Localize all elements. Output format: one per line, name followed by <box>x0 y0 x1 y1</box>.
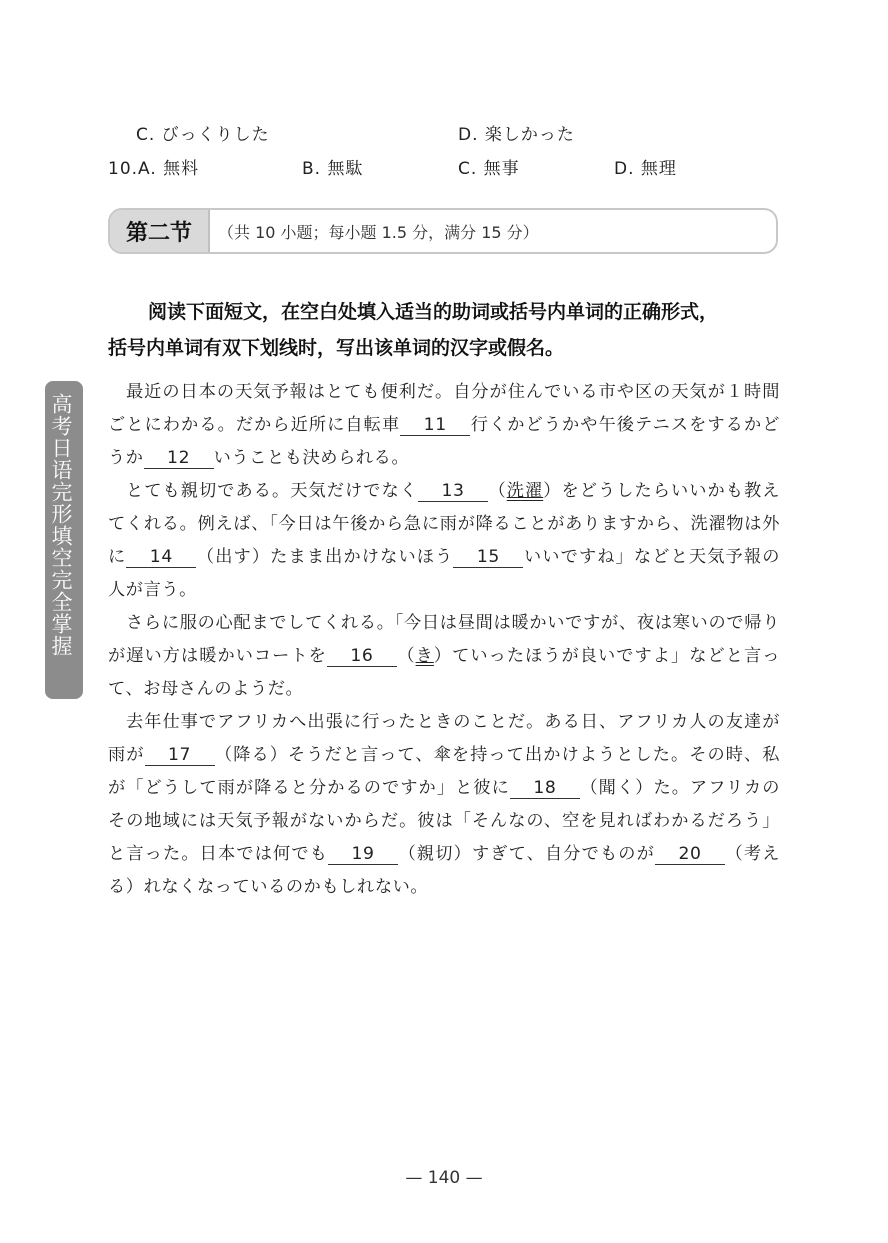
instructions <box>108 294 784 366</box>
page-number: — 140 — <box>405 1168 483 1188</box>
word-20: （考える） <box>108 844 780 897</box>
text-segment: ていったほうが良いですよ」などと言って、お母さんのようだ。 <box>108 646 780 699</box>
text-segment: 最近の日本の天気予報はとても便利だ。自分が住んでいる市や区の天気が１時間ごとにわかる。だから近所に自転車 <box>108 382 780 435</box>
option-10d: D. 無理 <box>614 159 677 179</box>
option-10a: 10.A. 無料 <box>108 159 200 179</box>
blank-20: 20 <box>655 844 725 865</box>
word-13: 洗濯 <box>506 481 544 501</box>
word-19: （親切） <box>398 844 472 864</box>
side-tab-label: 高考日语完形填空完全掌握 <box>49 393 73 657</box>
section-note: （共 10 小题；每小题 1.5 分，满分 15 分） <box>218 222 539 242</box>
reading-passage <box>108 376 780 904</box>
paragraph-3: さらに服の心配までしてくれる。「今日は昼間は暖かいですが、夜は寒いので帰りが遅い方は暖かいコートを 16 （き）ていったほうが良いですよ」などと言って、お母さんのようだ。 <box>108 613 780 699</box>
text-segment: たまま出かけないほう <box>270 547 454 567</box>
section-title: 第二节 <box>110 210 210 252</box>
text-segment: れなくなっているのかもしれない。 <box>143 877 429 897</box>
paragraph-2: とても親切である。天気だけでなく 13 （洗濯）をどうしたらいいかも教えてくれる。例えば、「今日は午後から急に雨が降ることがありますから、洗濯物は外に 14 （出す）たまま出かけないほう 15 いいですね」などと天気予報の人が言う。 <box>108 481 780 600</box>
paragraph-4 <box>108 706 780 904</box>
word-14: （出す） <box>196 547 271 567</box>
blank-17: 17 <box>145 745 215 766</box>
option-10b: B. 無駄 <box>302 159 364 179</box>
text-segment: いうことも決められる。 <box>213 448 410 468</box>
word-17: （降る） <box>214 745 288 765</box>
blank-18: 18 <box>510 778 580 799</box>
text-segment: とても親切である。天気だけでなく <box>126 481 418 501</box>
text-segment: をどうしたらいいかも教えてくれる。例えば、「今日は午後から急に雨が降ることがありますから、洗濯物は外に <box>108 481 780 567</box>
text-segment: いいですね」などと天気予報の人が言う。 <box>108 547 780 600</box>
word-18: （聞く） <box>579 778 654 798</box>
option-9d: D. 楽しかった <box>458 125 575 145</box>
text-segment: さらに服の心配までしてくれる。「今日は昼間は暖かいですが、夜は寒いので帰りが遅い方は暖かいコートを <box>108 613 780 666</box>
text-segment: た。アフリカのその地域には天気予報がないからだ。彼は「そんなの、空を見ればわかるだろう」と言った。日本では何でも <box>108 778 781 864</box>
blank-19: 19 <box>328 844 398 865</box>
side-book-tab <box>45 381 83 699</box>
blank-15: 15 <box>453 547 523 568</box>
blank-12: 12 <box>144 448 214 469</box>
option-10c: C. 無事 <box>458 159 520 179</box>
text-segment: すぎて、自分でものが <box>471 844 655 864</box>
option-9c: C. びっくりした <box>136 125 270 145</box>
blank-16: 16 <box>327 646 397 667</box>
blank-14: 14 <box>126 547 196 568</box>
text-segment: 行くかどうかや午後テニスをするかどうか <box>108 415 781 468</box>
section-header <box>108 208 778 254</box>
text-segment: そうだと言って、傘を持って出かけようとした。その時、私が「どうして雨が降ると分かるのですか」と彼に <box>108 745 781 798</box>
text-segment: 去年仕事でアフリカへ出張に行ったときのことだ。ある日、アフリカ人の友達が雨が <box>108 712 780 765</box>
paragraph-1 <box>108 376 780 475</box>
blank-11: 11 <box>400 415 470 436</box>
instruction-line-1: 阅读下面短文，在空白处填入适当的助词或括号内单词的正确形式， <box>148 301 719 323</box>
blank-13: 13 <box>418 481 488 502</box>
instruction-line-2: 括号内单词有双下划线时，写出该单词的汉字或假名。 <box>108 337 565 359</box>
word-16: き <box>415 646 434 666</box>
